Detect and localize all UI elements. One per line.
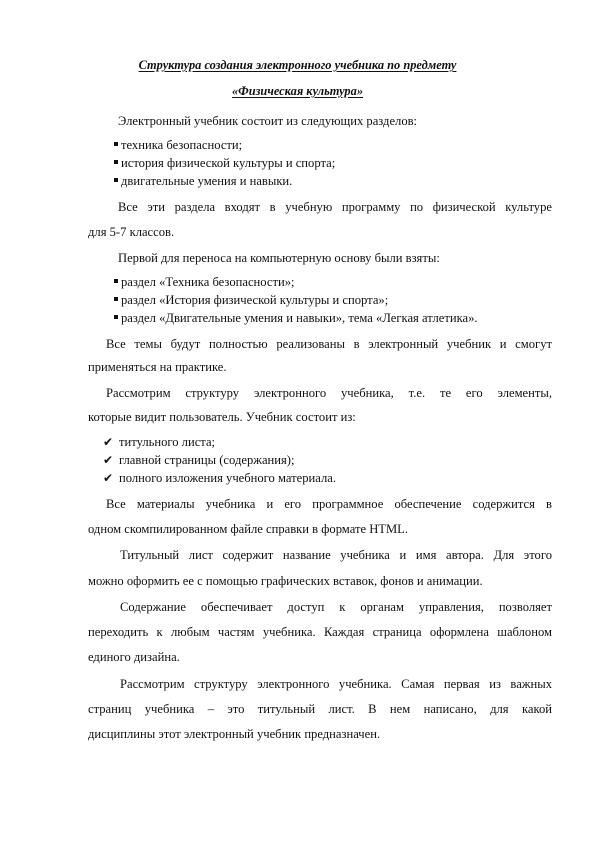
list-item: раздел «Техника безопасности»; (114, 274, 295, 290)
paragraph-structure-cont: которые видит пользователь. Учебник состоит из: (88, 410, 356, 424)
list-item: техника безопасности; (114, 137, 242, 153)
paragraph-program: Все эти раздела входят в учебную программу по физической культуре (118, 200, 552, 214)
paragraph-realize: Все темы будут полностью реализованы в электронный учебник и смогут (106, 337, 552, 351)
paragraph-first-page: Рассмотрим структуру электронного учебника. Самая первая из важных (120, 677, 552, 691)
list-item: раздел «Двигательные умения и навыки», тема «Легкая атлетика». (114, 310, 478, 326)
list-item: ✔ полного изложения учебного материала. (103, 471, 336, 485)
paragraph-realize-cont: применяться на практике. (88, 360, 227, 374)
checkmark-icon: ✔ (103, 435, 114, 449)
paragraph-first-page-end: дисциплины этот электронный учебник предназначен. (88, 727, 381, 741)
paragraph-materials: Все материалы учебника и его программное обеспечение содержится в (106, 497, 552, 511)
paragraph-structure: Рассмотрим структуру электронного учебника, т.е. те его элементы, (106, 386, 552, 400)
paragraph-title-page: Титульный лист содержит название учебника и имя автора. Для этого (120, 548, 552, 562)
square-bullet-icon (114, 315, 118, 319)
list-item: ✔ главной страницы (содержания); (103, 453, 295, 467)
list-item: двигательные умения и навыки. (114, 173, 292, 189)
paragraph-first-page-cont: страниц учебника – это титульный лист. В нем написано, для какой (88, 702, 552, 716)
document-subtitle: «Физическая культура» (231, 84, 364, 98)
square-bullet-icon (114, 142, 118, 146)
list-item: ✔ титульного листа; (103, 435, 216, 449)
paragraph-transfer: Первой для переноса на компьютерную основу были взяты: (118, 251, 440, 265)
square-bullet-icon (114, 279, 118, 283)
document-title: Структура создания электронного учебника по предмету (138, 58, 457, 72)
paragraph-contents: Содержание обеспечивает доступ к органам управления, позволяет (120, 600, 552, 614)
paragraph-program-cont: для 5-7 классов. (88, 225, 175, 239)
square-bullet-icon (114, 178, 118, 182)
paragraph-contents-cont: переходить к любым частям учебника. Каждая страница оформлена шаблоном (88, 625, 552, 639)
intro-paragraph: Электронный учебник состоит из следующих разделов: (118, 114, 418, 128)
checkmark-icon: ✔ (103, 453, 114, 467)
list-item: история физической культуры и спорта; (114, 155, 335, 171)
paragraph-materials-cont: одном скомпилированном файле справки в формате HTML. (88, 522, 409, 536)
square-bullet-icon (114, 160, 118, 164)
square-bullet-icon (114, 297, 118, 301)
paragraph-title-page-cont: можно оформить ее с помощью графических вставок, фонов и анимации. (88, 574, 483, 588)
list-item: раздел «История физической культуры и спорта»; (114, 292, 388, 308)
paragraph-contents-end: единого дизайна. (88, 650, 180, 664)
checkmark-icon: ✔ (103, 471, 114, 485)
